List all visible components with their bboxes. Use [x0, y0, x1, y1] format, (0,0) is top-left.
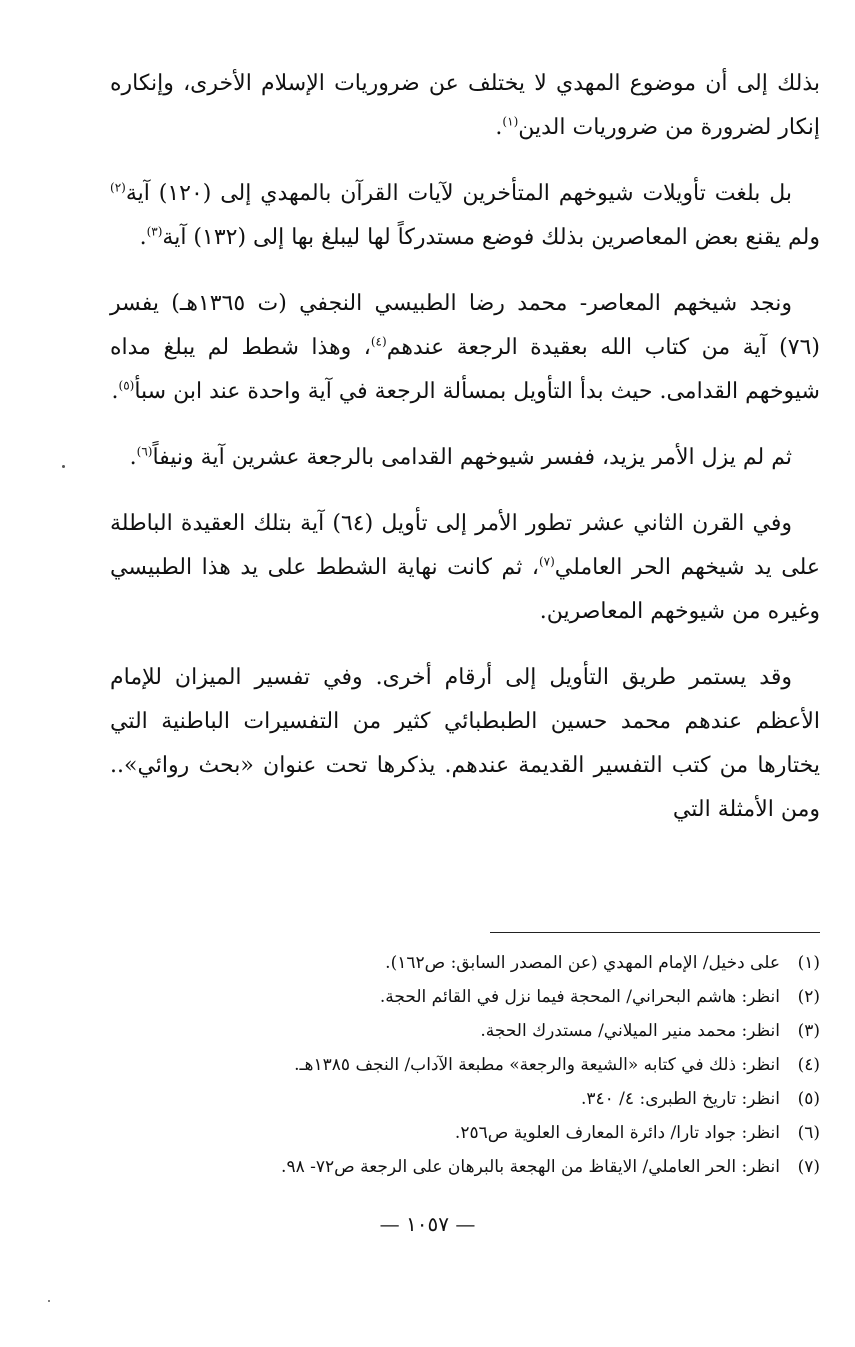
footnote-2 — [110, 980, 820, 1014]
footnote-ref[interactable]: (١) — [502, 114, 519, 129]
paragraph-2 — [110, 172, 820, 260]
footnote-3 — [110, 1014, 820, 1048]
footnotes — [110, 946, 820, 1184]
footnote-1 — [110, 946, 820, 980]
paragraph-text: بذلك إلى أن موضوع المهدي لا يختلف عن ضروريات الإسلام الأخرى، وإنكاره إنكار لضرورة من ضروريات الدين — [110, 71, 820, 140]
footnote-number: (٥) — [797, 1089, 820, 1109]
footnote-text: انظر: تاريخ الطبرى: ٤/ ٣٤٠. — [580, 1089, 780, 1109]
footnote-ref[interactable]: (٤) — [370, 334, 387, 349]
footnote-text: انظر: جواد تارا/ دائرة المعارف العلوية ص٢٥٦. — [454, 1123, 780, 1143]
paragraph-text: ولم يقنع بعض المعاصرين بذلك فوضع مستدركاً لها ليبلغ بها إلى (١٣٢) آية — [162, 225, 820, 250]
footnote-number: (٣) — [797, 1021, 820, 1041]
footnote-7 — [110, 1150, 820, 1184]
footnote-5 — [110, 1082, 820, 1116]
footnote-6 — [110, 1116, 820, 1150]
paragraph-5 — [110, 502, 820, 634]
footnote-number: (٧) — [797, 1157, 820, 1177]
scan-speck — [62, 465, 65, 468]
paragraph-3 — [110, 282, 820, 414]
footnote-ref[interactable]: (٥) — [118, 378, 135, 393]
footnote-4 — [110, 1048, 820, 1082]
scan-speck — [48, 1300, 50, 1302]
footnote-ref[interactable]: (٦) — [136, 444, 153, 459]
footnote-text: انظر: محمد منير الميلاني/ مستدرك الحجة. — [480, 1021, 780, 1041]
paragraph-4 — [110, 436, 820, 480]
page-number: — ١٠٥٧ — — [379, 1212, 476, 1236]
paragraph-tail: . — [129, 445, 137, 470]
footnote-text: انظر: ذلك في كتابه «الشيعة والرجعة» مطبعة الآداب/ النجف ١٣٨٥هـ. — [294, 1055, 780, 1075]
footnote-number: (٢) — [797, 987, 820, 1007]
paragraph-text: ، ثم كانت نهاية الشطط على يد هذا الطبيسي وغيره من شيوخهم المعاصرين. — [110, 555, 820, 624]
paragraph-text: ثم لم يزل الأمر يزيد، ففسر شيوخهم القدامى بالرجعة عشرين آية ونيفاً — [152, 445, 792, 470]
paragraph-tail: . — [111, 379, 119, 404]
paragraph-6 — [110, 656, 820, 832]
paragraph-text: وقد يستمر طريق التأويل إلى أرقام أخرى. وفي تفسير الميزان للإمام الأعظم عندهم محمد حسين الطبطبائي كثير من التفسيرات الباطنية التي يختارها من كتب التفسير القديمة عندهم. يذكرها تحت عنوان «بحث روائي».. ومن الأمثلة التي — [110, 665, 820, 822]
paragraph-tail: . — [495, 115, 503, 140]
footnote-number: (٦) — [797, 1123, 820, 1143]
main-text — [110, 62, 820, 854]
footnote-text: انظر: الحر العاملي/ الايقاظ من الهجعة بالبرهان على الرجعة ص٧٢- ٩٨. — [281, 1157, 780, 1177]
footnote-number: (٤) — [797, 1055, 820, 1075]
footnote-ref[interactable]: (٧) — [538, 554, 555, 569]
footnote-ref[interactable]: (٢) — [110, 180, 126, 195]
paragraph-text: بل بلغت تأويلات شيوخهم المتأخرين لآيات القرآن بالمهدي إلى (١٢٠) آية — [125, 181, 792, 206]
footnote-ref[interactable]: (٣) — [146, 224, 163, 239]
paragraph-text: وفي القرن الثاني عشر تطور الأمر إلى تأويل (٦٤) آية بتلك العقيدة الباطلة على يد شيخهم الحر العاملي — [110, 511, 820, 580]
footnote-number: (١) — [797, 953, 820, 973]
footnote-text: على دخيل/ الإمام المهدي (عن المصدر السابق: ص١٦٢). — [385, 953, 780, 973]
paragraph-tail: . — [139, 225, 147, 250]
paragraph-text: ونجد شيخهم المعاصر- محمد رضا الطبيسي النجفي (ت ١٣٦٥هـ) يفسر (٧٦) آية من كتاب الله بعقيدة الرجعة عندهم — [110, 291, 820, 360]
paragraph-text: ، وهذا شطط لم يبلغ مداه شيوخهم القدامى. حيث بدأ التأويل بمسألة الرجعة في آية واحدة عند ابن سبأ — [110, 335, 820, 404]
footnote-separator — [490, 932, 820, 933]
paragraph-1 — [110, 62, 820, 150]
footnote-text: انظر: هاشم البحراني/ المحجة فيما نزل في القائم الحجة. — [379, 987, 780, 1007]
